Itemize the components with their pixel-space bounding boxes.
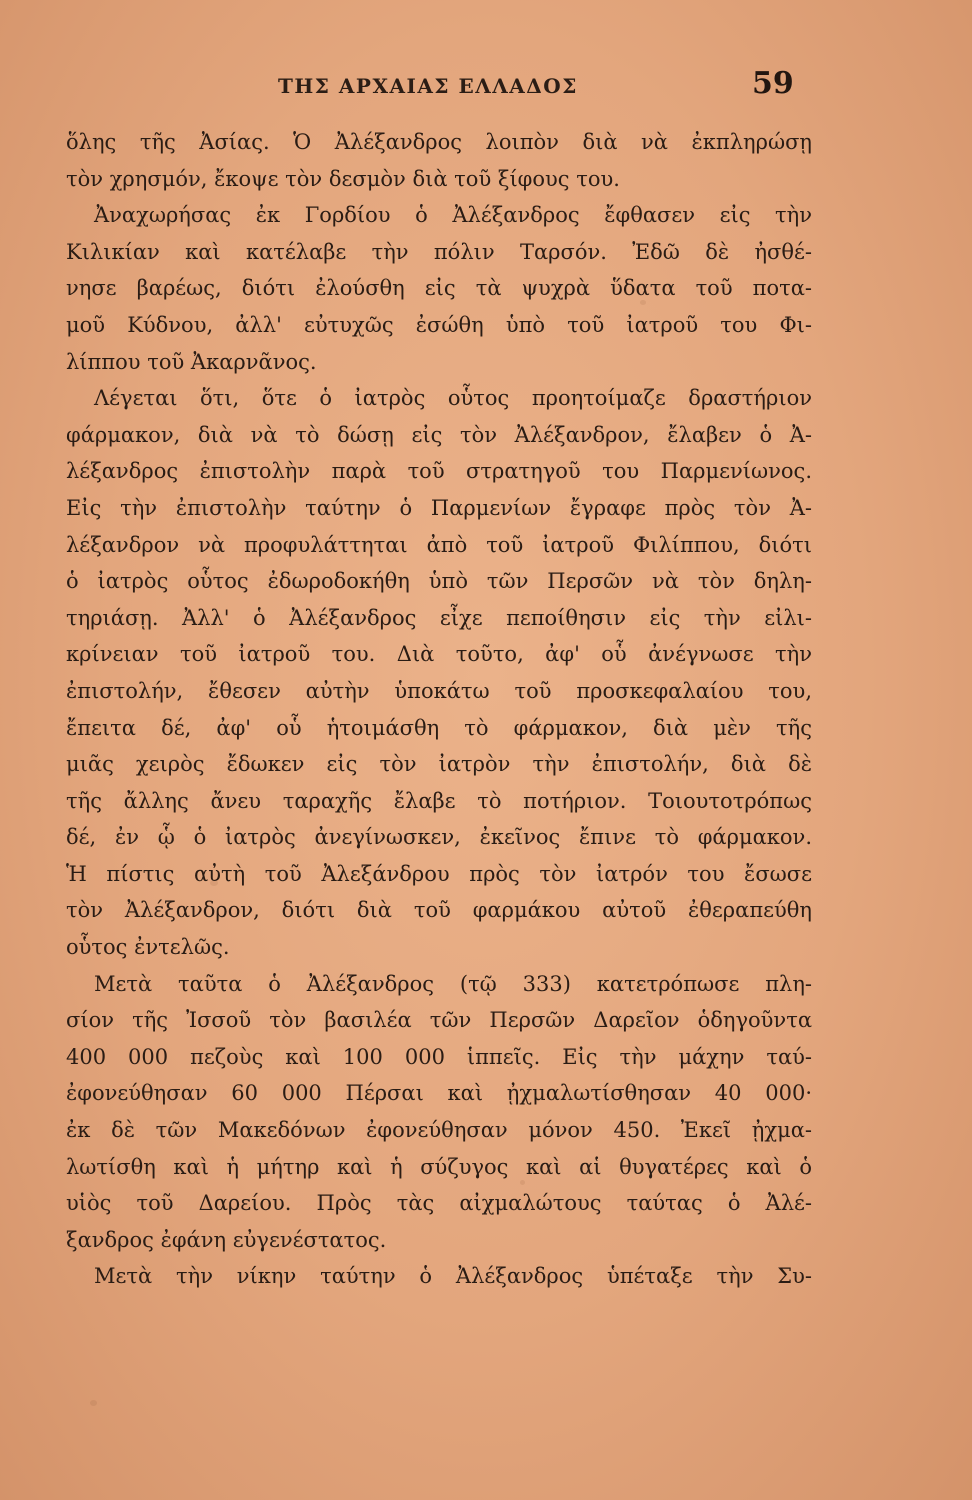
text-line: ἐφονεύθησαν 60 000 Πέρσαι καὶ ᾐχμαλωτίσθησαν 40 000· [66, 1081, 812, 1106]
text-line: Μετὰ τὴν νίκην ταύτην ὁ Ἀλέξανδρος ὑπέταξε τὴν Συ- [94, 1264, 812, 1289]
text-line: ἐπιστολήν, ἔθεσεν αὐτὴν ὑποκάτω τοῦ προσκεφαλαίου του, [66, 678, 812, 703]
text-line: μοῦ Κύδνου, ἀλλ' εὐτυχῶς ἐσώθη ὑπὸ τοῦ ἰατροῦ του Φι- [66, 312, 812, 337]
text-line: λωτίσθη καὶ ἡ μήτηρ καὶ ἡ σύζυγος καὶ αἱ θυγατέρες καὶ ὁ [66, 1154, 812, 1179]
page-header [0, 66, 972, 106]
body-text [66, 124, 812, 1295]
text-line: ἐκ δὲ τῶν Μακεδόνων ἐφονεύθησαν μόνον 450. Ἐκεῖ ᾐχμα- [66, 1118, 812, 1143]
page-number: 59 [752, 66, 794, 101]
text-line: δέ, ἐν ᾧ ὁ ἰατρὸς ἀνεγίνωσκεν, ἐκεῖνος ἔπινε τὸ φάρμακον. [66, 825, 812, 850]
text-line: υἱὸς τοῦ Δαρείου. Πρὸς τὰς αἰχμαλώτους ταύτας ὁ Ἀλέ- [66, 1191, 812, 1216]
text-line: Κιλικίαν καὶ κατέλαβε τὴν πόλιν Ταρσόν. Ἐδῶ δὲ ἠσθέ- [66, 239, 812, 264]
text-line: Ἀναχωρήσας ἐκ Γορδίου ὁ Ἀλέξανδρος ἔφθασεν εἰς τὴν [94, 203, 812, 228]
text-line: λέξανδρον νὰ προφυλάττηται ἀπὸ τοῦ ἰατροῦ Φιλίππου, διότι [66, 532, 812, 557]
text-line: Ἡ πίστις αὐτὴ τοῦ Ἀλεξάνδρου πρὸς τὸν ἰατρόν του ἔσωσε [66, 861, 812, 886]
text-line: ὅλης τῆς Ἀσίας. Ὁ Ἀλέξανδρος λοιπὸν διὰ νὰ ἐκπληρώσῃ [66, 130, 812, 154]
text-line: φάρμακον, διὰ νὰ τὸ δώσῃ εἰς τὸν Ἀλέξανδρον, ἔλαβεν ὁ Ἀ- [66, 422, 812, 447]
text-line: Μετὰ ταῦτα ὁ Ἀλέξανδρος (τῷ 333) κατετρόπωσε πλη- [94, 971, 812, 996]
text-line: ξανδρος ἐφάνη εὐγενέστατος. [66, 1227, 387, 1252]
text-line: τὸν Ἀλέξανδρον, διότι διὰ τοῦ φαρμάκου αὐτοῦ ἐθεραπεύθη [66, 898, 812, 923]
text-line: ὁ ἰατρὸς οὗτος ἐδωροδοκήθη ὑπὸ τῶν Περσῶν νὰ τὸν δηλη- [66, 569, 812, 594]
text-line: 400 000 πεζοὺς καὶ 100 000 ἱππεῖς. Εἰς τὴν μάχην ταύ- [66, 1044, 812, 1069]
paper-speckle [90, 1400, 97, 1406]
text-line: μιᾶς χειρὸς ἔδωκεν εἰς τὸν ἰατρὸν τὴν ἐπιστολήν, διὰ δὲ [66, 752, 812, 777]
text-line: λέξανδρος ἐπιστολὴν παρὰ τοῦ στρατηγοῦ του Παρμενίωνος. [66, 459, 812, 484]
text-line: τὸν χρησμόν, ἔκοψε τὸν δεσμὸν διὰ τοῦ ξίφους του. [66, 166, 620, 191]
text-line: οὗτος ἐντελῶς. [66, 935, 230, 960]
text-line: τηριάσῃ. Ἀλλ' ὁ Ἀλέξανδρος εἶχε πεποίθησιν εἰς τὴν εἰλι- [66, 605, 812, 630]
text-line: τῆς ἄλλης ἄνευ ταραχῆς ἔλαβε τὸ ποτήριον. Τοιουτοτρόπως [66, 788, 812, 813]
text-line: σίον τῆς Ἰσσοῦ τὸν βασιλέα τῶν Περσῶν Δαρεῖον ὁδηγοῦντα [66, 1008, 812, 1033]
text-line: νησε βαρέως, διότι ἐλούσθη εἰς τὰ ψυχρὰ ὕδατα τοῦ ποτα- [66, 276, 812, 301]
text-line: Εἰς τὴν ἐπιστολὴν ταύτην ὁ Παρμενίων ἔγραφε πρὸς τὸν Ἀ- [66, 495, 812, 520]
running-title: ΤΗΣ ΑΡΧΑΙΑΣ ΕΛΛΑΔΟΣ [278, 74, 578, 98]
text-line: Λέγεται ὅτι, ὅτε ὁ ἰατρὸς οὗτος προητοίμαζε δραστήριον [94, 386, 812, 411]
text-line: λίππου τοῦ Ἀκαρνᾶνος. [66, 349, 317, 374]
text-line: ἔπειτα δέ, ἀφ' οὗ ἡτοιμάσθη τὸ φάρμακον, διὰ μὲν τῆς [66, 715, 812, 740]
text-line: κρίνειαν τοῦ ἰατροῦ του. Διὰ τοῦτο, ἀφ' οὗ ἀνέγνωσε τὴν [66, 642, 812, 667]
